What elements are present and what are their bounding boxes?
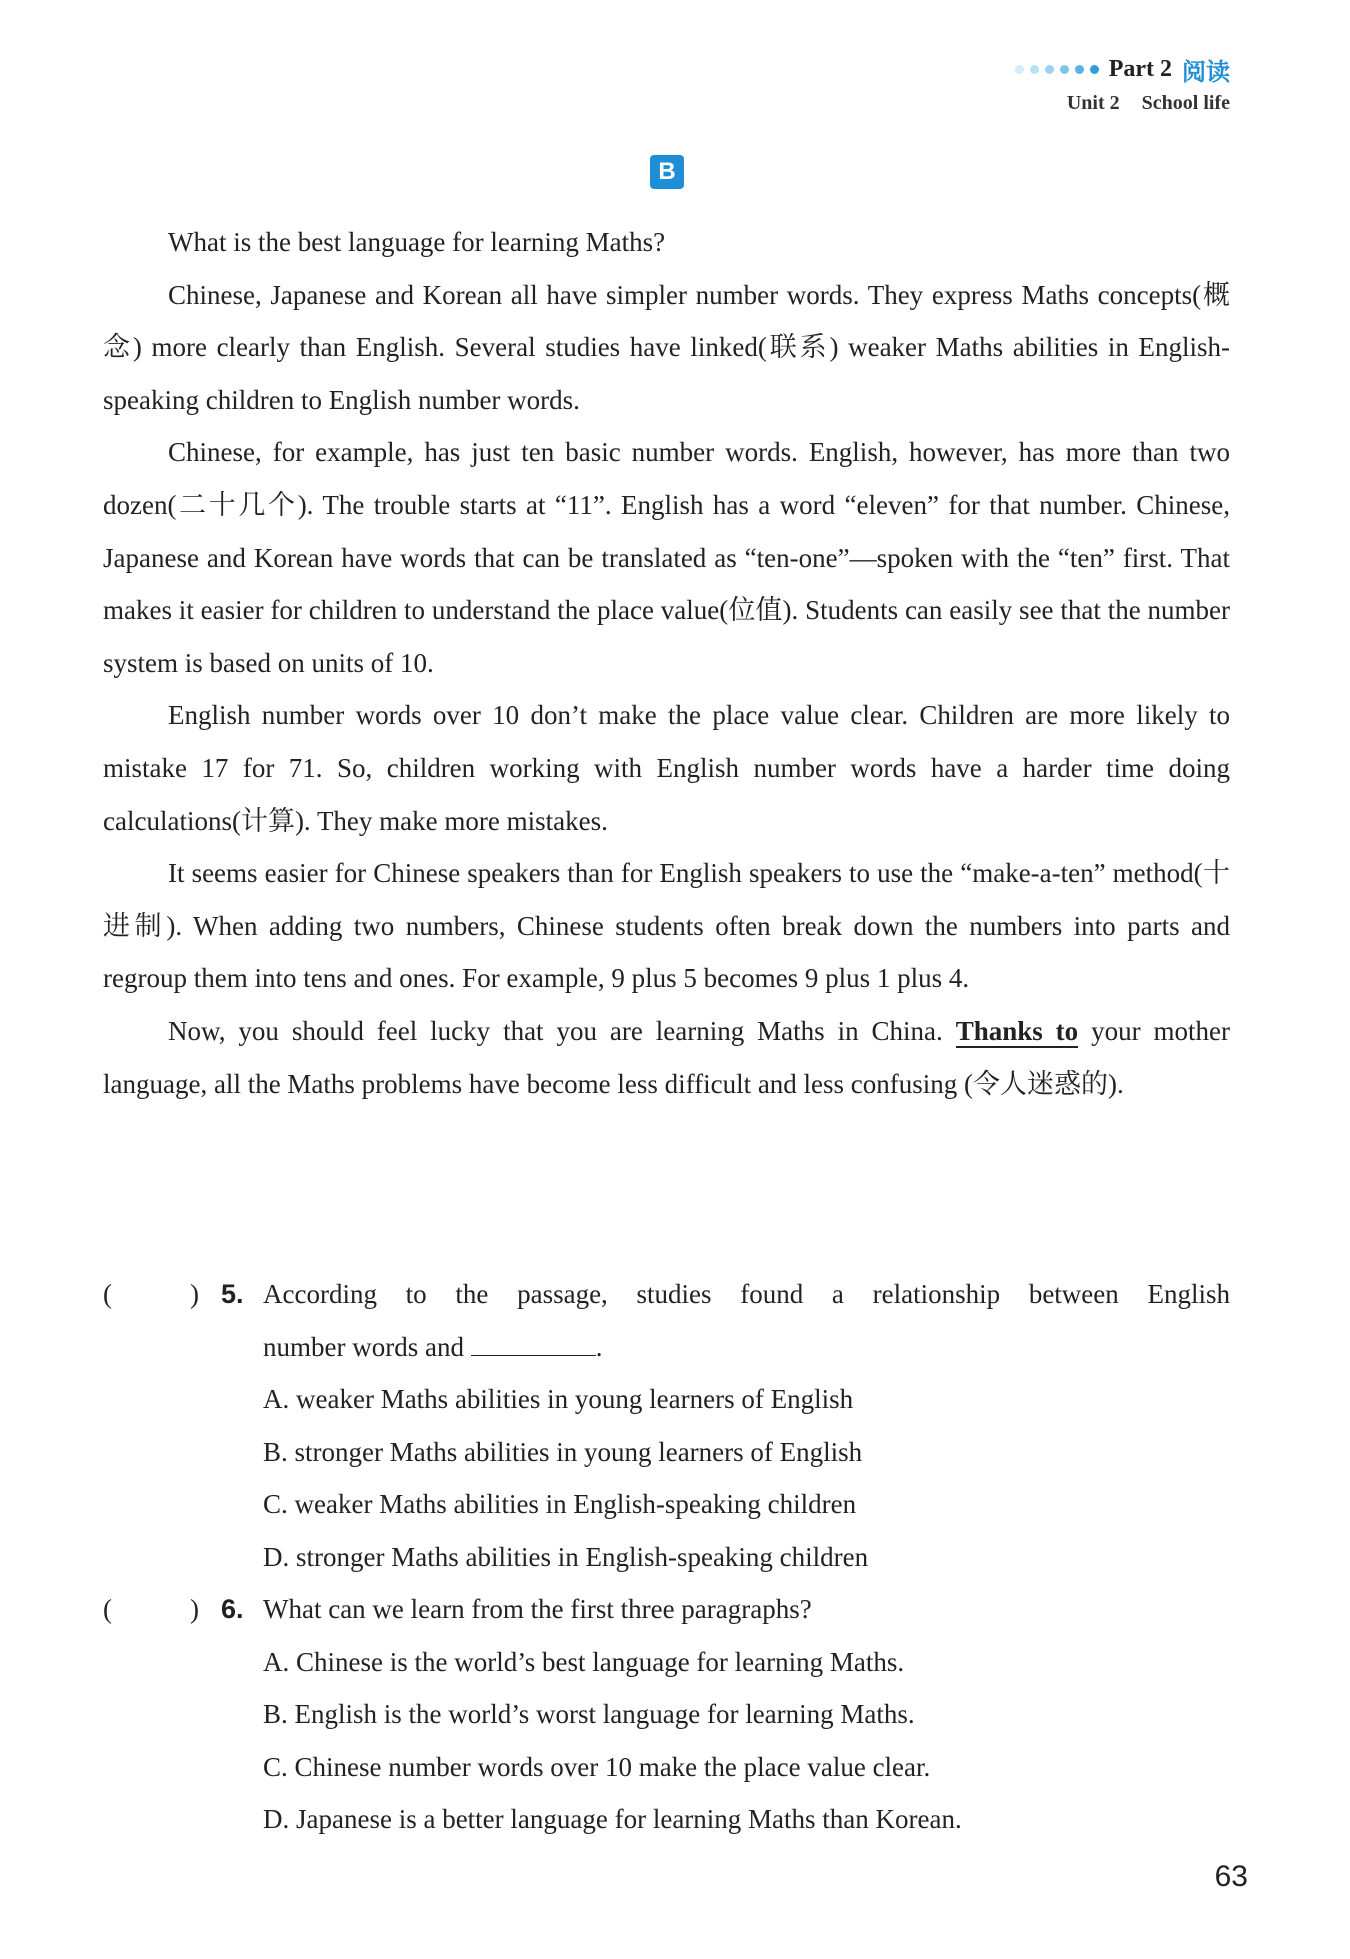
paragraph-5-start: Now, you should feel lucky that you are learning Maths in China.	[168, 1015, 956, 1046]
option-text: D. stronger Maths abilities in English-speaking children	[263, 1541, 869, 1572]
decorative-dots	[1015, 65, 1099, 74]
unit-label: Unit 2	[1066, 92, 1120, 114]
option-text: D. Japanese is a better language for learning Maths than Korean.	[263, 1804, 962, 1834]
question-stem-continuation	[103, 1321, 1230, 1374]
option-text: C. Chinese number words over 10 make the place value clear.	[263, 1751, 931, 1782]
question-stem: According to the passage, studies found a relationship between English	[263, 1279, 1230, 1309]
bracket-close: )	[190, 1594, 199, 1624]
unit-topic: School life	[1141, 92, 1230, 114]
option-6b[interactable]	[103, 1688, 1230, 1741]
bracket-open: (	[103, 1279, 112, 1309]
reading-passage	[103, 216, 1230, 1110]
paragraph-4: It seems easier for Chinese speakers than for English speakers to use the “make-a-ten” method(十进制). When adding two numbers, Chinese students often break down the numbers into parts and regroup them into tens and ones. For example, 9 plus 5 becomes 9 plus 1 plus 4.	[103, 858, 1230, 994]
dot-1	[1015, 65, 1024, 74]
answer-bracket[interactable]	[103, 1583, 221, 1636]
option-6c[interactable]	[103, 1741, 1230, 1794]
option-text: C. weaker Maths abilities in English-speaking children	[263, 1489, 857, 1519]
stem-continuation-text: number words and	[263, 1331, 464, 1362]
option-text: A. weaker Maths abilities in young learners of English	[263, 1384, 854, 1414]
passage-title: What is the best language for learning Maths?	[168, 227, 666, 257]
option-5a[interactable]	[103, 1373, 1230, 1426]
question-number: 5.	[221, 1279, 244, 1309]
dot-6	[1090, 65, 1099, 74]
dot-4	[1060, 65, 1069, 74]
option-5b[interactable]	[103, 1426, 1230, 1479]
paragraph-5-end: your mother language, all the Maths problems have become less difficult and less confusing (令人迷惑的).	[103, 1015, 1230, 1099]
option-6d[interactable]	[103, 1793, 1230, 1846]
question-5	[103, 1268, 1230, 1321]
dot-5	[1075, 65, 1084, 74]
option-5c[interactable]	[103, 1478, 1230, 1531]
question-list	[103, 1268, 1230, 1846]
answer-bracket[interactable]	[103, 1268, 221, 1321]
unit-header	[1067, 92, 1230, 115]
stem-period: .	[595, 1331, 603, 1362]
dot-3	[1045, 65, 1054, 74]
option-text: B. stronger Maths abilities in young learners of English	[263, 1436, 863, 1467]
section-badge: B	[650, 155, 684, 189]
bracket-open: (	[103, 1594, 112, 1624]
question-stem: What can we learn from the first three paragraphs?	[263, 1594, 812, 1624]
option-5d[interactable]	[103, 1531, 1230, 1584]
paragraph-3: English number words over 10 don’t make the place value clear. Children are more likely to mistake 17 for 71. So, children working with English number words have a harder time doing calculations(计算). They make more mistakes.	[103, 700, 1230, 836]
question-number: 6.	[221, 1594, 244, 1624]
paragraph-1: Chinese, Japanese and Korean all have simpler number words. They express Maths concepts(概念) more clearly than English. Several studies have linked(联系) weaker Maths abilities in English-speaking children to English number words.	[103, 279, 1230, 415]
paragraph-2: Chinese, for example, has just ten basic number words. English, however, has more than two dozen(二十几个). The trouble starts at “11”. English has a word “eleven” for that number. Chinese, Japanese and Korean have words that can be translated as “ten-one”—spoken with the “ten” first. That makes it easier for children to understand the place value(位值). Students can easily see that the number system is based on units of 10.	[103, 437, 1230, 678]
bracket-close: )	[190, 1279, 199, 1309]
page-header	[1015, 52, 1230, 87]
answer-blank[interactable]	[471, 1325, 596, 1356]
paragraph-5	[103, 1005, 1230, 1110]
highlighted-phrase: Thanks to	[955, 1015, 1079, 1046]
option-6a[interactable]	[103, 1636, 1230, 1689]
part-chinese-label: 阅读	[1182, 58, 1230, 86]
option-text: B. English is the world’s worst language for learning Maths.	[263, 1699, 915, 1729]
option-text: A. Chinese is the world’s best language for learning Maths.	[263, 1646, 905, 1677]
part-label: Part 2	[1108, 56, 1172, 82]
dot-2	[1030, 65, 1039, 74]
page-number: 63	[1214, 1860, 1248, 1893]
question-6	[103, 1583, 1230, 1636]
